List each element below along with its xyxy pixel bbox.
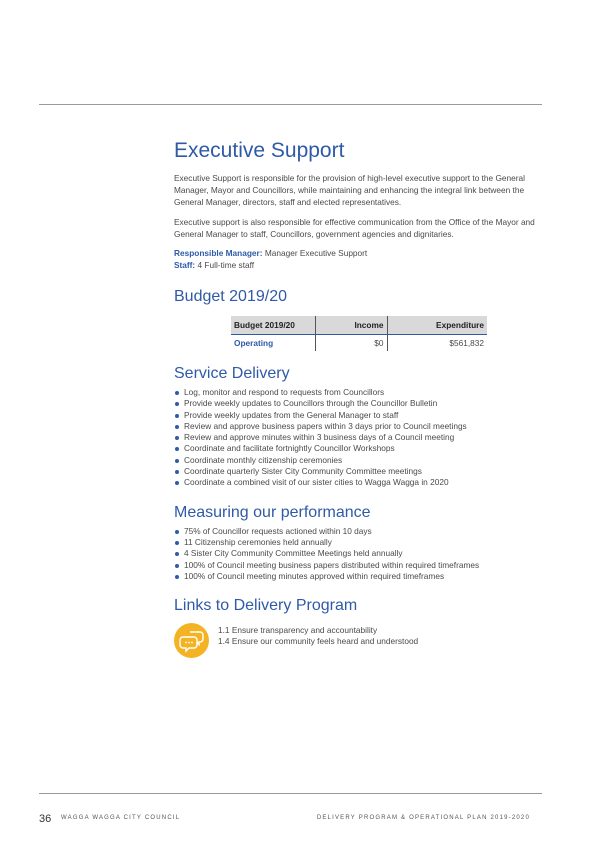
bullet-icon	[175, 447, 179, 451]
staff-value: 4 Full-time staff	[197, 259, 255, 270]
service-delivery-heading: Service Delivery	[174, 365, 290, 382]
bullet-icon	[175, 575, 179, 579]
list-item: 75% of Councillor requests actioned within 10 days	[174, 526, 540, 537]
staff-line	[174, 260, 540, 272]
budget-table	[231, 316, 487, 351]
income-col-header: Income	[315, 316, 387, 335]
list-item: Review and approve minutes within 3 business days of a Council meeting	[174, 432, 540, 443]
budget-header-row	[231, 316, 487, 335]
footer-council-name: WAGGA WAGGA CITY COUNCIL	[61, 815, 181, 821]
bullet-icon	[175, 414, 179, 418]
speech-bubbles-icon	[174, 623, 209, 658]
budget-col-header: Budget 2019/20	[231, 316, 315, 335]
bullet-icon	[175, 436, 179, 440]
bottom-divider	[39, 793, 542, 794]
responsible-manager	[174, 248, 540, 260]
links-row	[174, 623, 540, 658]
page-title: Executive Support	[174, 139, 345, 162]
responsible-manager-label: Responsible Manager:	[174, 248, 263, 258]
service-delivery-list	[174, 387, 540, 489]
row-expenditure: $561,832	[387, 335, 487, 352]
list-item: 11 Citizenship ceremonies held annually	[174, 537, 540, 548]
table-row	[231, 335, 487, 352]
list-item: 100% of Council meeting minutes approved within required timeframes	[174, 571, 540, 582]
main-content	[174, 139, 540, 658]
footer	[39, 813, 542, 827]
list-item: 100% of Council meeting business papers distributed within required timeframes	[174, 560, 540, 571]
page-number: 36	[39, 813, 52, 825]
list-item: Provide weekly updates to Councillors through the Councillor Bulletin	[174, 398, 540, 409]
list-item: Coordinate and facilitate fortnightly Councillor Workshops	[174, 443, 540, 454]
bullet-icon	[175, 459, 179, 463]
responsible-manager-value: Manager Executive Support	[264, 248, 368, 258]
staff-label: Staff:	[174, 259, 196, 270]
bullet-icon	[175, 541, 179, 545]
bullet-icon	[175, 481, 179, 485]
links-heading: Links to Delivery Program	[174, 597, 358, 615]
top-divider	[39, 104, 542, 105]
intro-paragraph-1: Executive Support is responsible for the provision of high-level executive support to the General Manager, Mayor and Councillors, while maintaining and enhancing the integral link between the General Manager, directors, staff and elected representatives.	[174, 173, 525, 207]
list-item: 1.4 Ensure our community feels heard and understood	[218, 636, 419, 647]
list-item: Coordinate monthly citizenship ceremonies	[174, 455, 540, 466]
list-item: 1.1 Ensure transparency and accountability	[218, 625, 378, 636]
list-item: 4 Sister City Community Committee Meetings held annually	[174, 548, 540, 559]
performance-heading: Measuring our performance	[174, 503, 371, 521]
expenditure-col-header: Expenditure	[387, 316, 487, 335]
list-item: Provide weekly updates from the General Manager to staff	[174, 410, 540, 421]
bullet-icon	[175, 552, 179, 556]
intro-paragraph-2: Executive support is also responsible for effective communication from the Office of the Mayor and General Manager to staff, Councillors, government agencies and dignitaries.	[174, 217, 535, 239]
row-label: Operating	[231, 335, 315, 352]
bullet-icon	[175, 391, 179, 395]
footer-document-title: DELIVERY PROGRAM & OPERATIONAL PLAN 2019-2020	[316, 815, 530, 821]
bullet-icon	[175, 564, 179, 568]
performance-list	[174, 526, 540, 582]
bullet-icon	[175, 470, 179, 474]
bullet-icon	[175, 425, 179, 429]
bullet-icon	[175, 530, 179, 534]
links-list	[218, 625, 418, 647]
list-item: Coordinate a combined visit of our sister cities to Wagga Wagga in 2020	[174, 477, 540, 488]
row-income: $0	[315, 335, 387, 352]
list-item: Review and approve business papers within 3 days prior to Council meetings	[174, 421, 540, 432]
bullet-icon	[175, 402, 179, 406]
list-item: Log, monitor and respond to requests from Councillors	[174, 387, 540, 398]
budget-heading: Budget 2019/20	[174, 288, 287, 305]
list-item: Coordinate quarterly Sister City Community Committee meetings	[174, 466, 540, 477]
